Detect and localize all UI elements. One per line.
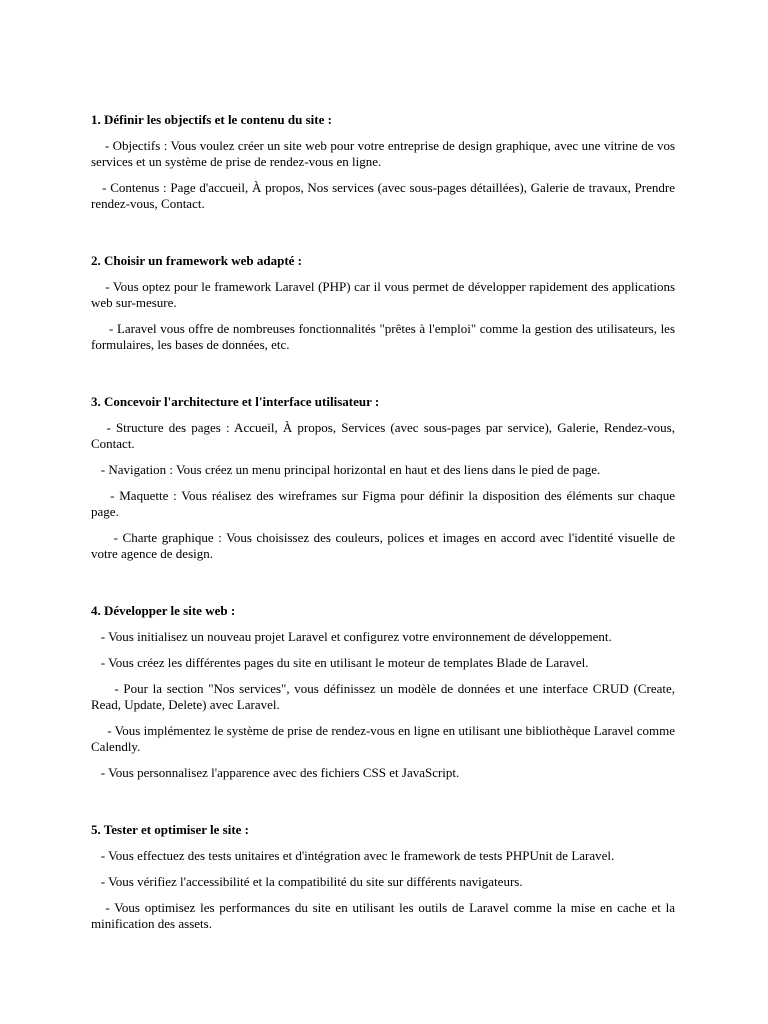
section-item: - Vous optimisez les performances du site en utilisant les outils de Laravel comme la mise en cache et la minification des assets. <box>91 900 679 931</box>
document-page <box>91 112 679 932</box>
section-heading: 3. Concevoir l'architecture et l'interface utilisateur : <box>91 394 380 409</box>
section-heading: 5. Tester et optimiser le site : <box>91 822 250 837</box>
section-item: - Contenus : Page d'accueil, À propos, Nos services (avec sous-pages détaillées), Galerie de travaux, Prendre rendez-vous, Contact. <box>91 180 679 211</box>
section-item: - Structure des pages : Accueil, À propos, Services (avec sous-pages par service), Galerie, Rendez-vous, Contact. <box>91 420 679 451</box>
section-item: - Maquette : Vous réalisez des wireframes sur Figma pour définir la disposition des éléments sur chaque page. <box>91 488 679 519</box>
section-heading: 2. Choisir un framework web adapté : <box>91 253 303 268</box>
section-item: - Charte graphique : Vous choisissez des couleurs, polices et images en accord avec l'identité visuelle de votre agence de design. <box>91 530 679 561</box>
section-heading: 1. Définir les objectifs et le contenu du site : <box>91 112 332 127</box>
section-framework <box>91 253 679 353</box>
section-tests <box>91 822 679 932</box>
section-item: - Vous optez pour le framework Laravel (PHP) car il vous permet de développer rapidement des applications web sur-mesure. <box>91 279 679 310</box>
section-architecture <box>91 394 679 562</box>
section-item: - Vous créez les différentes pages du site en utilisant le moteur de templates Blade de Laravel. <box>91 655 589 670</box>
section-item: - Vous effectuez des tests unitaires et d'intégration avec le framework de tests PHPUnit de Laravel. <box>91 848 615 863</box>
section-item: - Laravel vous offre de nombreuses fonctionnalités "prêtes à l'emploi" comme la gestion des utilisateurs, les formulaires, les bases de données, etc. <box>91 321 679 352</box>
section-developpement <box>91 603 679 781</box>
section-item: - Vous initialisez un nouveau projet Laravel et configurez votre environnement de développement. <box>91 629 612 644</box>
section-item: - Vous personnalisez l'apparence avec des fichiers CSS et JavaScript. <box>91 765 460 780</box>
section-item: - Pour la section "Nos services", vous définissez un modèle de données et une interface CRUD (Create, Read, Update, Delete) avec Laravel. <box>91 681 679 712</box>
section-objectifs <box>91 112 679 212</box>
section-item: - Vous vérifiez l'accessibilité et la compatibilité du site sur différents navigateurs. <box>91 874 523 889</box>
section-heading: 4. Développer le site web : <box>91 603 236 618</box>
section-item: - Navigation : Vous créez un menu principal horizontal en haut et des liens dans le pied de page. <box>91 462 601 477</box>
section-item: - Vous implémentez le système de prise de rendez-vous en ligne en utilisant une bibliothèque Laravel comme Calendly. <box>91 723 679 754</box>
section-item: - Objectifs : Vous voulez créer un site web pour votre entreprise de design graphique, avec une vitrine de vos services et un système de prise de rendez-vous en ligne. <box>91 138 679 169</box>
